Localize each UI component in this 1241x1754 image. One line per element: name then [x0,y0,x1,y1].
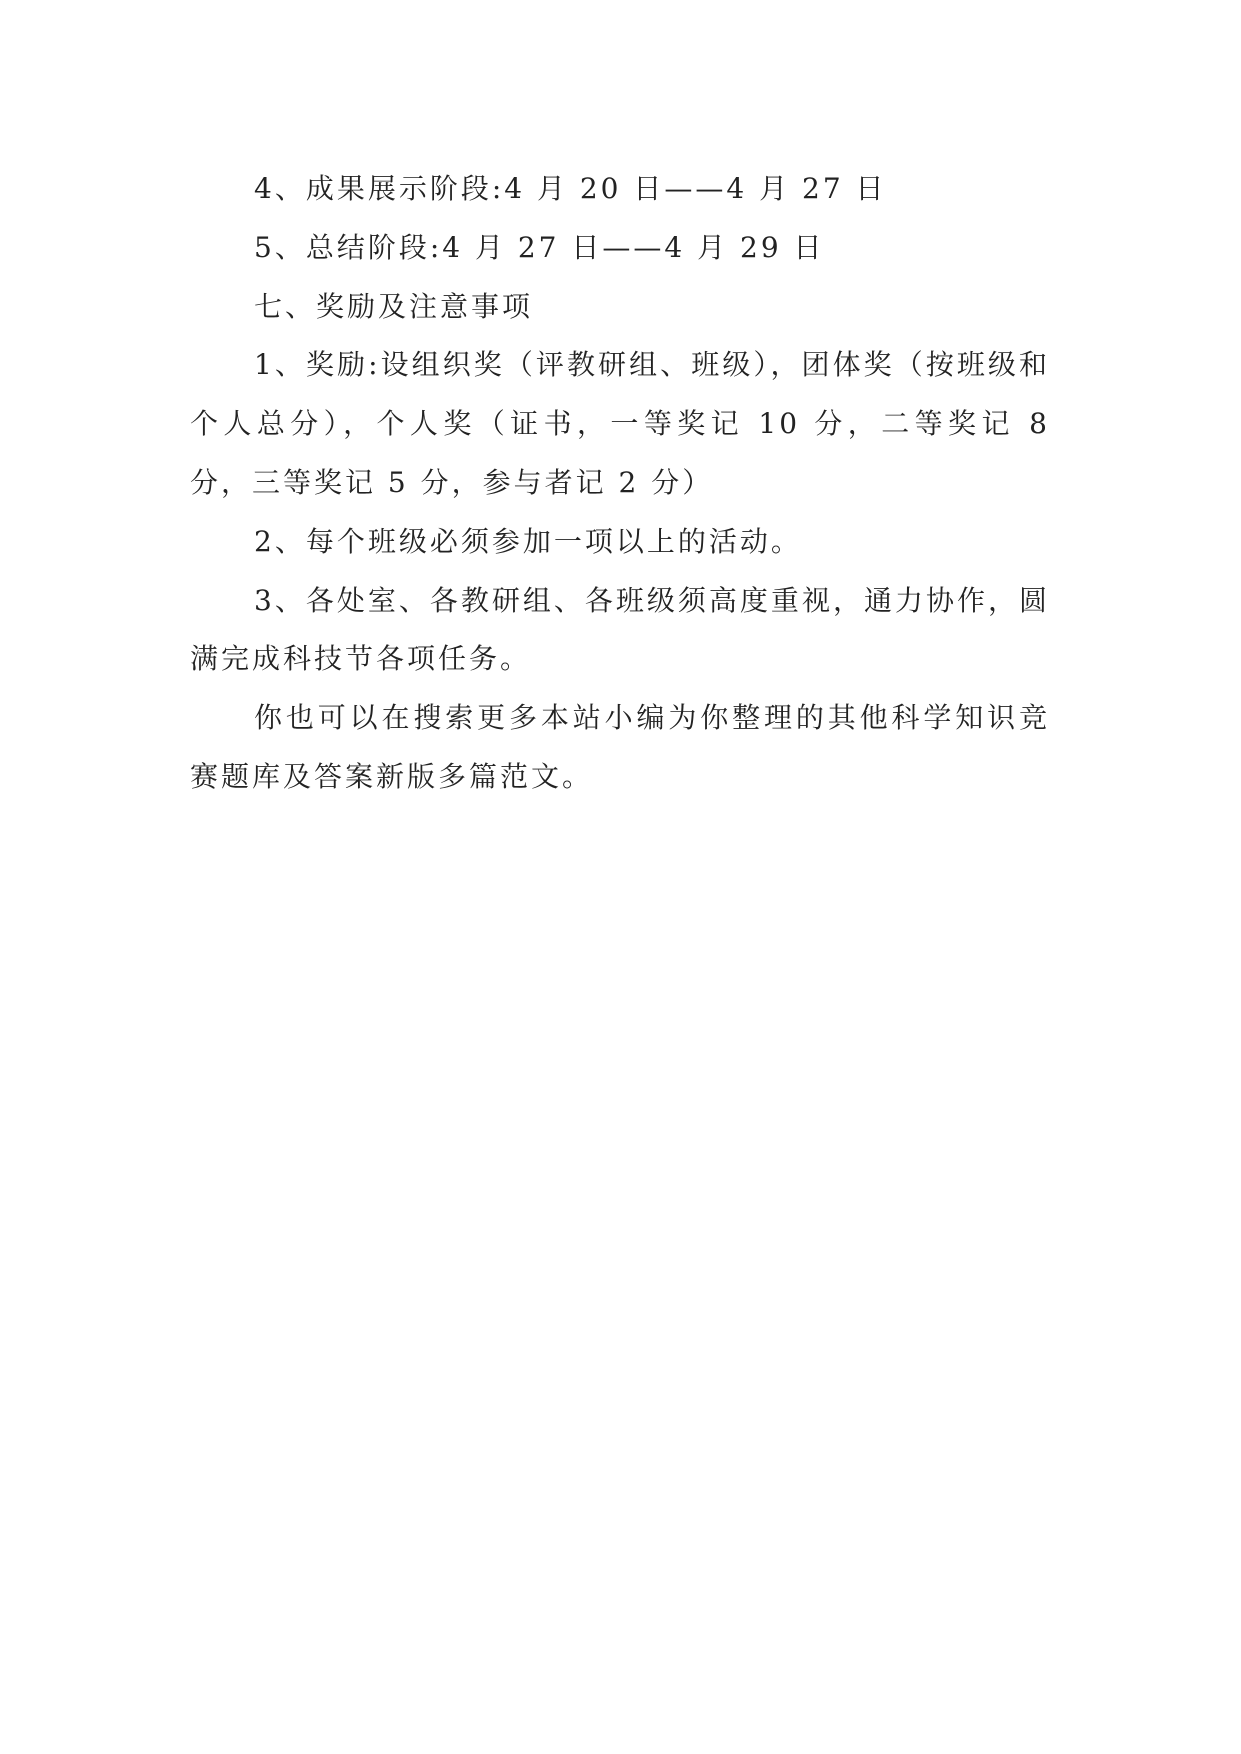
paragraph-cooperation: 3、各处室、各教研组、各班级须高度重视，通力协作，圆满完成科技节各项任务。 [190,583,1050,676]
paragraph-stage-4: 4、成果展示阶段:4 月 20 日——4 月 27 日 [254,172,887,205]
paragraph-stage-5: 5、总结阶段:4 月 27 日——4 月 29 日 [254,230,825,264]
paragraph-class-participation: 2、每个班级必须参加一项以上的活动。 [254,524,802,558]
document-body [190,160,1050,807]
section-heading-rewards: 七、奖励及注意事项 [254,289,534,323]
paragraph-rewards: 1、奖励:设组织奖（评教研组、班级），团体奖（按班级和个人总分），个人奖（证书，一等奖记 10 分，二等奖记 8 分，三等奖记 5 分，参与者记 2 分） [190,348,1050,499]
paragraph-closing-note: 你也可以在搜索更多本站小编为你整理的其他科学知识竞赛题库及答案新版多篇范文。 [190,701,1050,793]
